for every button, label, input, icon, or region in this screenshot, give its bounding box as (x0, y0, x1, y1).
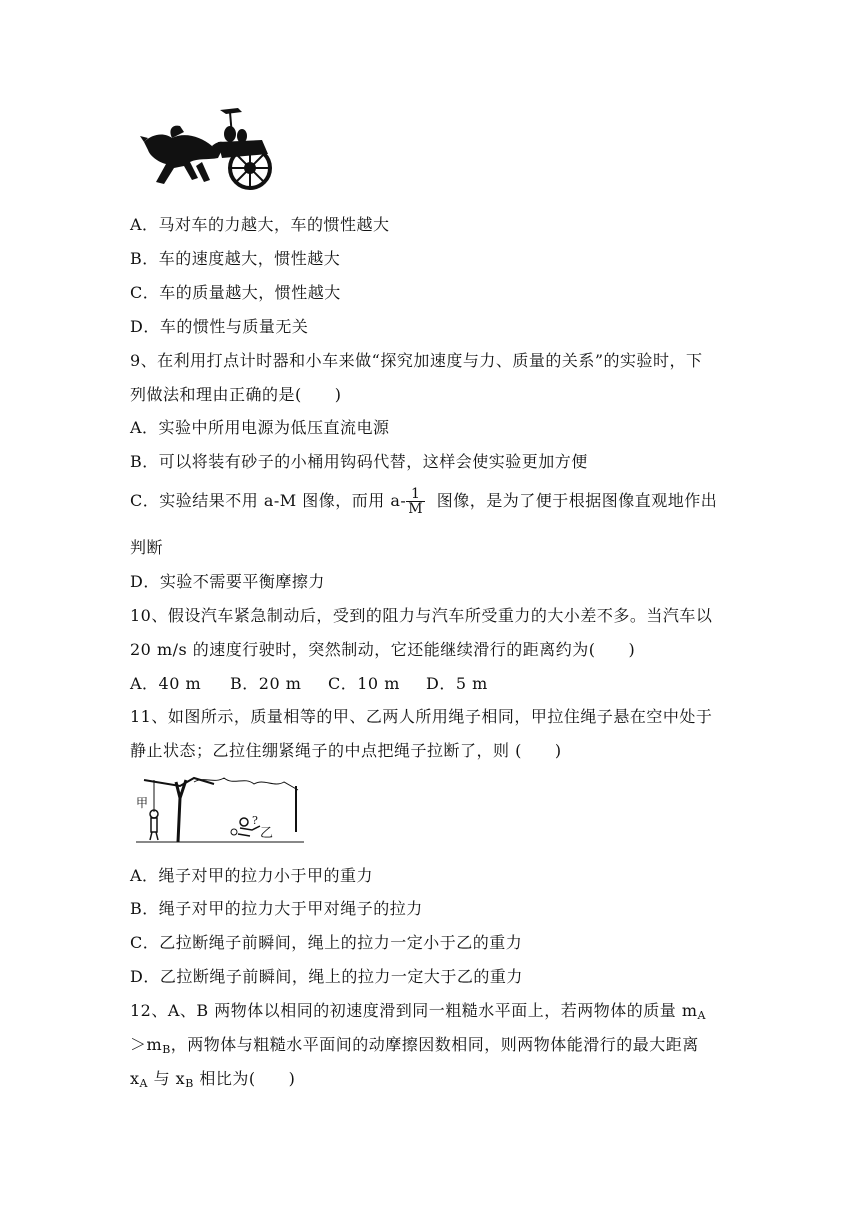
figure-label-question: ? (252, 814, 258, 827)
figure-label-jia: 甲 (136, 796, 149, 810)
q11-stem-line2: 静止状态；乙拉住绷紧绳子的中点把绳子拉断了，则 ( ) (130, 741, 562, 760)
subscript-a-2: A (139, 1077, 148, 1090)
q9-option-c (130, 484, 717, 518)
q10-option-b: B．20 m (230, 674, 302, 693)
q12-x-a: x (130, 1069, 140, 1088)
q11-stem-line1: 11、如图所示，质量相等的甲、乙两人所用绳子相同，甲拉住绳子悬在空中处于 (130, 707, 713, 726)
q12-stem-line2 (130, 1035, 699, 1060)
q9-option-d: D．实验不需要平衡摩擦力 (130, 572, 325, 591)
q9-stem-line2: 列做法和理由正确的是( ) (130, 385, 342, 404)
q9-stem-line1: 9、在利用打点计时器和小车来做“探究加速度与力、质量的关系”的实验时，下 (130, 351, 703, 370)
fraction-numerator: 1 (406, 487, 425, 502)
q12-stem-line3-post: 相比为( ) (193, 1069, 296, 1088)
q9-option-c-text-post: 图像，是为了便于根据图像直观地作出 (431, 491, 718, 510)
q10-stem-line2: 20 m/s 的速度行驶时，突然制动，它还能继续滑行的距离约为( ) (130, 640, 636, 659)
q10-stem-line1: 10、假设汽车紧急制动后，受到的阻力与汽车所受重力的大小差不多。当汽车以 (130, 606, 713, 625)
horse-carriage-figure (138, 106, 280, 192)
q11-option-c: C．乙拉断绳子前瞬间，绳上的拉力一定小于乙的重力 (130, 933, 523, 952)
subscript-b: B (162, 1043, 171, 1056)
q12-stem-line2-pre: ＞m (130, 1035, 163, 1054)
q10-options-row (130, 674, 488, 694)
q9-option-a: A．实验中所用电源为低压直流电源 (130, 418, 390, 437)
fraction-denominator: M (408, 501, 424, 517)
subscript-a: A (697, 1009, 706, 1022)
fraction-1-over-M (406, 487, 425, 516)
q8-option-a: A．马对车的力越大，车的惯性越大 (130, 215, 390, 234)
q12-stem-line2-post: ，两物体与粗糙水平面间的动摩擦因数相同，则两物体能滑行的最大距离 (170, 1035, 699, 1054)
figure-label-yi: 乙 (260, 826, 274, 841)
q11-option-d: D．乙拉断绳子前瞬间，绳上的拉力一定大于乙的重力 (130, 967, 523, 986)
q8-option-d: D．车的惯性与质量无关 (130, 317, 309, 336)
q10-option-a: A．40 m (130, 674, 202, 693)
q10-option-c: C．10 m (328, 674, 400, 693)
q8-option-b: B．车的速度越大，惯性越大 (130, 249, 341, 268)
q11-option-b: B．绳子对甲的拉力大于甲对绳子的拉力 (130, 899, 423, 918)
q12-stem-line1-text: 12、A、B 两物体以相同的初速度滑到同一粗糙水平面上，若两物体的质量 m (130, 1001, 698, 1020)
q12-stem-line3-mid: 与 x (147, 1069, 186, 1088)
q10-option-d: D．5 m (426, 674, 488, 693)
q9-option-c-text-pre: C．实验结果不用 a-M 图像，而用 a- (130, 491, 407, 510)
q8-option-c: C．车的质量越大，惯性越大 (130, 283, 341, 302)
q9-option-b: B．可以将装有砂子的小桶用钩码代替，这样会使实验更加方便 (130, 452, 588, 471)
q11-option-a: A．绳子对甲的拉力小于甲的重力 (130, 866, 374, 885)
subscript-b-2: B (185, 1077, 194, 1090)
q12-stem-line1 (130, 1001, 706, 1026)
q9-option-c-line2: 判断 (130, 538, 164, 557)
rope-tree-figure (134, 772, 306, 846)
q12-stem-line3 (130, 1069, 295, 1094)
